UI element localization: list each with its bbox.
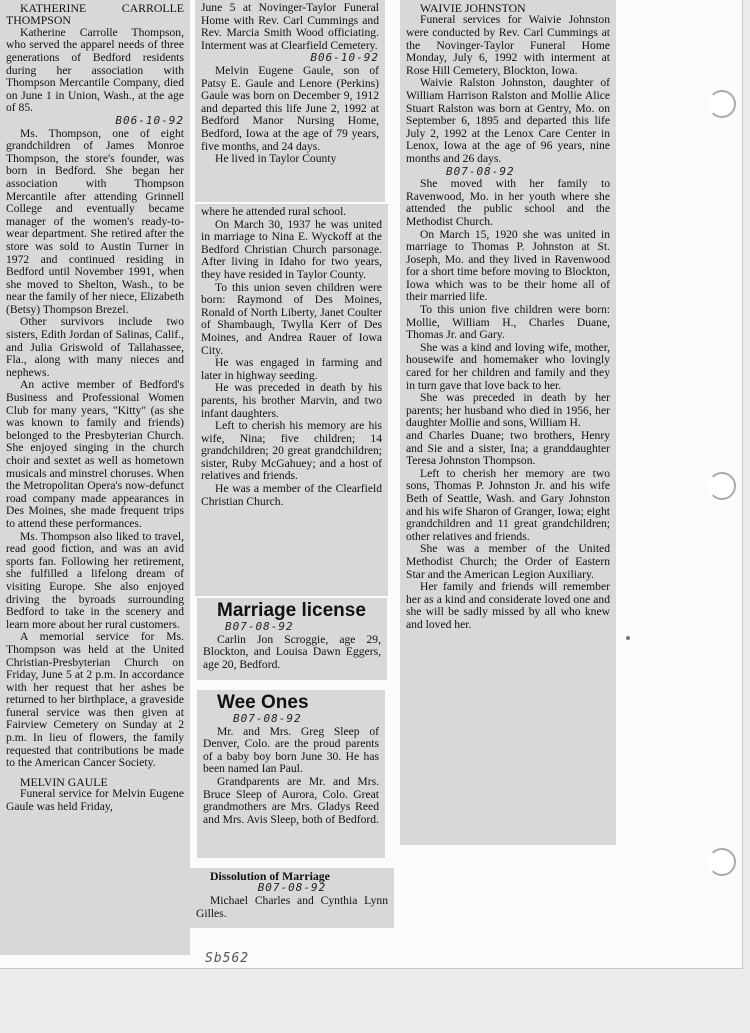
obituary-gaule-continued	[195, 0, 385, 202]
speck	[626, 636, 630, 640]
obituary-paragraph: He was preceded in death by his parents, his brother Marvin, and two infant daughters.	[201, 381, 382, 420]
obituary-paragraph: To this union five children were born: Mollie, William H., Charles Duane, Thomas Jr. and Gary.	[406, 303, 610, 342]
page-number-mark: Sb562	[205, 951, 250, 966]
obituary-paragraph: To this union seven children were born: Raymond of Des Moines, Ronald of North Liberty, Janet Coulter of Shambaugh, Twylla Kerr of Des Moines, and Andrea Rauer of Iowa City.	[201, 280, 382, 357]
obituary-title: WAIVIE JOHNSTON	[420, 1, 526, 15]
obituary-katherine-thompson	[0, 0, 190, 955]
section-heading: Marriage license	[217, 600, 366, 621]
obituary-paragraph: Her family and friends will remember her as a kind and considerate loved one and she will be sadly missed by all who knew and loved her.	[406, 580, 610, 631]
obituary-paragraph: Funeral service for Melvin Eugene Gaule was held Friday,	[6, 787, 184, 813]
handwritten-date: B07-08-92	[225, 620, 294, 633]
obituary-title: KATHERINE CARROLLE THOMPSON	[6, 1, 184, 28]
obituary-paragraph: June 5 at Novinger-Taylor Funeral Home with Rev. Carl Cummings and Rev. Marcia Smith Wood officiating. Interment was at Clearfield Cemetery.	[201, 1, 379, 52]
obituary-paragraph: Funeral services for Waivie Johnston were conducted by Rev. Carl Cummings at the Novinger-Taylor Funeral Home Monday, July 6, 1992 with interment at Rose Hill Cemetery, Blockton, Iowa.	[406, 13, 610, 77]
obituary-title: MELVIN GAULE	[20, 774, 108, 789]
obituary-paragraph: Other survivors include two sisters, Edith Jordan of Salinas, Calif., and Julia Griswold of Tallahassee, Fla., along with many nieces and nephews.	[6, 315, 184, 379]
marriage-license-notice	[197, 598, 387, 680]
obituary-paragraph: On March 15, 1920 she was united in marriage to Thomas P. Johnston at St. Joseph, Mo. and they lived in Ravenwood for a short time before moving to Blockton, Iowa which was to be their home all of their married life.	[406, 227, 610, 304]
section-heading: Wee Ones	[217, 692, 309, 713]
dissolution-notice	[190, 868, 394, 928]
binder-hole	[708, 848, 736, 876]
obituary-paragraph: Left to cherish her memory are two sons, Thomas P. Johnston Jr. and his wife Beth of Seattle, Wash. and Gary Johnston and his wife Sharon of Granger, Iowa; eight grandchildren and 11 great grandchildren; other relatives and friends.	[406, 466, 610, 543]
handwritten-date: B07-08-92	[446, 164, 515, 178]
notice-text: Mr. and Mrs. Greg Sleep of Denver, Colo. are the proud parents of a baby boy born June 30. He has been named Ian Paul.	[203, 724, 379, 776]
notice-text: Grandparents are Mr. and Mrs. Bruce Sleep of Aurora, Colo. Great grandmothers are Mrs. Gladys Reed and Mrs. Avis Sleep, both of Bedford.	[203, 774, 379, 826]
obituary-paragraph: An active member of Bedford's Business and Professional Women Club for many years, "Kitty" (as she was known to family and friends) belonged to the Presbyterian Church. She enjoyed singing in the church choir and sextet as well as hometown musicals and minstrel choruses. When the Metropolitan Opera's now-defunct road company made appearances in Des Moines, she made frequent trips to attend these performances.	[6, 378, 184, 530]
obituary-paragraph: She moved with her family to Ravenwood, Mo. in her youth where she attended the public school and the Methodist Church.	[406, 177, 610, 228]
notice-text: Michael Charles and Cynthia Lynn Gilles.	[196, 894, 388, 920]
obituary-paragraph: Waivie Ralston Johnston, daughter of William Harrison Ralston and Mollie Alice Stuart Ralston was born at Gentry, Mo. on September 6, 1895 and departed this life July 2, 1992 at the Lenox Care Center in Lenox, Iowa at the age of 96 years, nine months and 26 days.	[406, 76, 610, 165]
obituary-paragraph: Melvin Eugene Gaule, son of Patsy E. Gaule and Lenore (Perkins) Gaule was born on December 9, 1912 and departed this life June 2, 1992 at Bedford Manor Nursing Home, Bedford, Iowa at the age of 79 years, five months, and 24 days.	[201, 63, 379, 153]
obituary-gaule-main	[195, 204, 388, 596]
obituary-paragraph: She was a kind and loving wife, mother, housewife and homemaker who lovingly cared for her children and family and they in turn gave that love back to her.	[406, 340, 610, 392]
section-heading: Dissolution of Marriage	[210, 869, 330, 883]
handwritten-date: B07-08-92	[257, 881, 327, 895]
obituary-paragraph: He was engaged in farming and later in highway seeding.	[201, 356, 382, 382]
obituary-paragraph: On March 30, 1937 he was united in marriage to Nina E. Wyckoff at the Bedford Christian Church parsonage. After living in Idaho for two years, they have resided in Taylor County.	[201, 217, 382, 281]
birth-announcement	[197, 690, 385, 858]
obituary-waivie-johnston	[400, 0, 616, 845]
obituary-paragraph: She was preceded in death by her parents; her husband who died in 1956, her daughter Mollie and sons, William H.	[406, 391, 610, 430]
binder-hole	[708, 472, 736, 500]
obituary-paragraph: She was a member of the United Methodist Church; the Order of Eastern Star and the American Legion Auxiliary.	[406, 542, 610, 581]
obituary-paragraph: He lived in Taylor County	[215, 152, 337, 166]
obituary-paragraph: where he attended rural school.	[201, 205, 347, 218]
handwritten-date: B06-10-92	[115, 113, 184, 127]
obituary-paragraph: Ms. Thompson, one of eight grandchildren of James Monroe Thompson, the store's founder, was born in Bedford. She began her association with Thompson Mercantile after attending Grinnell College and eventually became manager of the women's ready-to-wear department. She retired after the store was sold to Austin Turner in 1972 and continued residing in Bedford until November 1991, when she moved to Shelton, Wash., to be near the family of her niece, Elizabeth (Betsy) Thompson Brezel.	[6, 126, 184, 316]
obituary-paragraph: Left to cherish his memory are his wife, Nina; five children; 14 grandchildren; 20 great grandchildren; sister, Ruby McGahuey; and a host of relatives and friends.	[201, 419, 382, 483]
obituary-paragraph: Ms. Thompson also liked to travel, read good fiction, and was an avid sports fan. Following her retirement, she fulfilled a lifelong dream of visiting Europe. She also enjoyed driving the byroads surrounding Bedford to take in the scenery and learn more about her rural customers.	[6, 529, 184, 631]
handwritten-date: B07-08-92	[233, 712, 302, 725]
obituary-paragraph: Katherine Carrolle Thompson, who served the apparel needs of three generations of Bedford residents during her association with Thompson Mercantile Company, died on June 1 in Union, Wash., at the age of 85.	[6, 25, 184, 115]
notice-text: Carlin Jon Scroggie, age 29, Blockton, and Louisa Dawn Eggers, age 20, Bedford.	[203, 632, 381, 671]
obituary-paragraph: and Charles Duane; two brothers, Henry and Sie and a sister, Ina; a granddaughter Teresa Johnston Thompson.	[406, 429, 610, 468]
handwritten-date: B06-10-92	[310, 51, 379, 65]
obituary-paragraph: A memorial service for Ms. Thompson was held at the United Christian-Presbyterian Church on Friday, June 5 at 2 p.m. In accordance with her request that her ashes be returned to her birthplace, a graveside funeral service was then given at Fairview Cemetery on Sunday at 2 p.m. In lieu of flowers, the family requested that contributions be made to the American Cancer Society.	[6, 630, 184, 770]
binder-hole	[708, 90, 736, 118]
obituary-paragraph: He was a member of the Clearfield Christian Church.	[201, 482, 382, 508]
